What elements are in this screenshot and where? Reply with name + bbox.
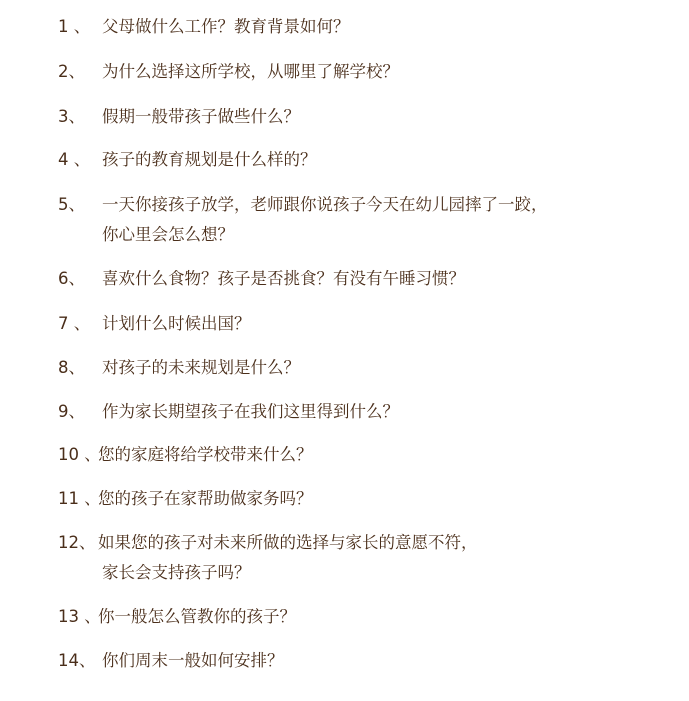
- question-number: 8、: [58, 358, 85, 377]
- question-text-continued: 你心里会怎么想？: [102, 225, 234, 244]
- question-number: 5、: [58, 195, 85, 214]
- question-item: [58, 264, 678, 294]
- question-item: [58, 440, 678, 470]
- question-text: 喜欢什么食物？孩子是否挑食？有没有午睡习惯？: [102, 269, 465, 288]
- question-number: 1 、: [58, 17, 91, 36]
- question-number: 3、: [58, 107, 85, 126]
- question-text: 假期一般带孩子做些什么？: [102, 107, 300, 126]
- question-item: [58, 145, 678, 175]
- question-text: 孩子的教育规划是什么样的？: [102, 150, 317, 169]
- question-item: [58, 397, 678, 427]
- question-number: 2、: [58, 62, 85, 81]
- question-number: 9、: [58, 402, 85, 421]
- question-item: [58, 353, 678, 383]
- question-item: [58, 57, 678, 87]
- question-text: 为什么选择这所学校，从哪里了解学校？: [102, 62, 399, 81]
- question-item: [58, 309, 678, 339]
- question-text: 作为家长期望孩子在我们这里得到什么？: [102, 402, 399, 421]
- question-text: 您的家庭将给学校带来什么？: [98, 445, 313, 464]
- question-item: [58, 102, 678, 132]
- question-item: [58, 12, 678, 42]
- question-number: 6、: [58, 269, 85, 288]
- question-item: [58, 602, 678, 632]
- question-number: 10 、: [58, 445, 101, 464]
- question-item: [58, 646, 678, 676]
- question-number: 14、: [58, 651, 96, 670]
- question-text: 你们周末一般如何安排？: [102, 651, 284, 670]
- question-text-continued: 家长会支持孩子吗？: [102, 563, 251, 582]
- question-number: 13 、: [58, 607, 101, 626]
- question-number: 4 、: [58, 150, 91, 169]
- question-number: 12、: [58, 533, 96, 552]
- question-text: 如果您的孩子对未来所做的选择与家长的意愿不符，: [98, 533, 478, 552]
- question-text: 对孩子的未来规划是什么？: [102, 358, 300, 377]
- question-number: 7 、: [58, 314, 91, 333]
- question-text: 您的孩子在家帮助做家务吗？: [98, 489, 313, 508]
- question-text: 一天你接孩子放学，老师跟你说孩子今天在幼儿园摔了一跤，: [102, 195, 548, 214]
- question-text: 父母做什么工作？教育背景如何？: [102, 17, 350, 36]
- question-text: 你一般怎么管教你的孩子？: [98, 607, 296, 626]
- question-item: [58, 484, 678, 514]
- question-item: [58, 528, 678, 588]
- question-item: [58, 190, 678, 250]
- question-number: 11 、: [58, 489, 101, 508]
- question-text: 计划什么时候出国？: [102, 314, 251, 333]
